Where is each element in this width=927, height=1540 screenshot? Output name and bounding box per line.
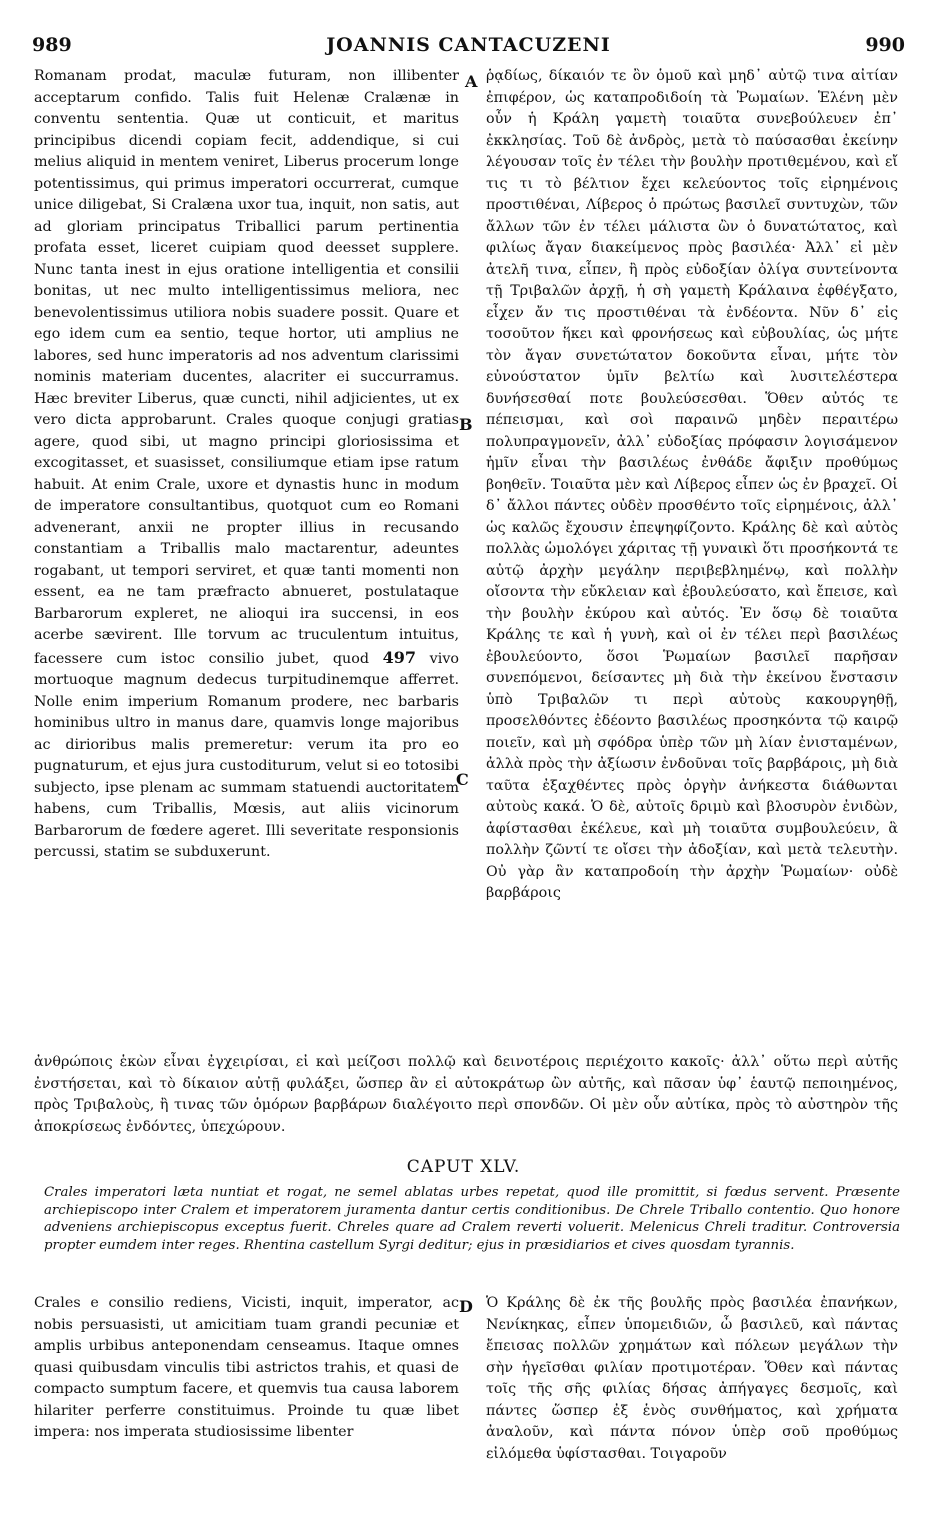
inline-page-number: 497 bbox=[382, 647, 417, 667]
greek-column-bottom bbox=[486, 1293, 898, 1523]
latin-column-top bbox=[34, 66, 459, 1060]
chapter-summary: Crales imperatori læta nuntiat et rogat, ne semel ablatas urbes repetat, quod ille promittit, si fœdus servent. Præsente archiepiscopo inter Cralem et imperatorem juramenta dantur certis conditionibus. De Chrele Triballo contentio. Quo honore adveniens archiepiscopus exceptus fuerit. Chreles quare ad Cralem reverti voluerit. Melenicus Chreli traditur. Controversia propter eumdem inter reges. Rhentina castellum Syrgi deditur; ejus in præsidiarios et cives quosdam tyrannis. bbox=[44, 1185, 900, 1253]
margin-letter-a: A bbox=[465, 72, 478, 91]
margin-letter-d: D bbox=[459, 1297, 473, 1316]
running-title: JOANNIS CANTACUZENI bbox=[326, 34, 611, 56]
latin-text-top-b: vivo mortuoque magnum dedecus turpitudinemque afferret. Nolle enim imperium Romanum prodere, nec barbaris hominibus ultro in manus dare, quamvis longe majoribus ac dirioribus malis premeretur: verum ita pro eo pugnaturum, et ejus jura custoditurum, velut si eo totosibi subjecto, ipse plenam ac summam statuendi auctoritatem habens, cum Triballis, Mœsis, aut aliis vicinorum Barbarorum de fœdere ageret. Illi severitate responsionis percussi, statim se subduxerunt. bbox=[34, 650, 460, 860]
chapter-heading: CAPUT XLV. bbox=[406, 1157, 521, 1177]
latin-paragraph-top bbox=[34, 66, 459, 864]
page-number-left: 989 bbox=[32, 34, 72, 56]
greek-paragraph-bottom: Ὁ Κράλης δὲ ἐκ τῆς βουλῆς πρὸς βασιλέα ἐπανήκων, Νενίκηκας, εἶπεν ὑπομειδιῶν, ὦ βασιλεῦ, καὶ πάντας ἔπεισας πολλῶν χρημάτων καὶ πόλεων μεγάλων τὴν σὴν ἡγεῖσθαι φιλίαν προτιμοτέραν. Ὅθεν καὶ πάντας τοῖς τῆς σῆς φιλίας δήσας ἀπήγαγες δεσμοῖς, καὶ πάντες ὥσπερ ἐξ ἑνὸς συνθήματος, καὶ χρήματα ἀναλοῦν, καὶ πάντα πόνον ὑπὲρ σοῦ προθύμως εἰλόμεθα ὑφίστασθαι. Τοιγαροῦν bbox=[486, 1295, 898, 1462]
running-header bbox=[32, 34, 905, 64]
page-number-right: 990 bbox=[865, 34, 905, 56]
margin-letter-b: B bbox=[459, 415, 473, 434]
margin-letter-c: C bbox=[456, 770, 469, 789]
greek-column-top bbox=[486, 66, 898, 1036]
greek-paragraph-top: ῥᾳδίως, δίκαιόν τε ὂν ὁμοῦ καὶ μηδ᾽ αὐτῷ τινα αἰτίαν ἐπιφέρον, ὡς καταπροδιδοίη τὰ Ῥωμαίων. Ἑλένη μὲν οὖν ἡ Κράλη γαμετὴ τοιαῦτα συνεβούλευεν ἐπ᾽ ἐκκλησίας. Τοῦ δὲ ἀνδρὸς, μετὰ τὸ παύσασθαι ἐκείνην λέγουσαν τοῖς ἐν τέλει τὴν βουλὴν προτιθεμένου, καὶ εἴ τις τι τὸ βέλτιον ἔχει κελεύοντος τοῖς εἰρημένοις προστιθέναι, Λίβερος ὁ πρώτως βασιλεῖ συντυχὼν, τῶν ἄλλων τῶν ἐν τέλει μάλιστα ὢν ὁ δυνατώτατος, καὶ φιλίως ἄγαν διακείμενος πρὸς βασιλέα· Ἀλλ᾽ εἰ μὲν ἀτελῆ τινα, εἶπεν, ἢ πρὸς εὐδοξίαν ὀλίγα συντείνοντα τῇ Τριβαλῶν ἀρχῇ, ἡ σὴ γαμετὴ Κράλαινα ἐφθέγξατο, εἶχεν ἄν τις προστιθέναι τὰ ἐνδέοντα. Νῦν δ᾽ εἰς τοσοῦτον ἥκει καὶ φρονήσεως καὶ εὐβουλίας, ὡς μήτε τὸν ἄγαν συνετώτατον δοκοῦντα εἶναι, μήτε τὸν εὐνούστατον ὑμῖν βελτίω καὶ λυσιτελέστερα δυνήσεσθαί ποτε βουλεύσεσθαι. Ὅθεν αὐτός τε πέπεισμαι, καὶ σοὶ παραινῶ μηδὲν περαιτέρω πολυπραγμονεῖν, ἀλλ᾽ εὐδοξίας πρόφασιν λογισάμενον ἡμῖν εἶναι τὴν βασιλέως ἐνθάδε ἄφιξιν προθύμως βοηθεῖν. Τοιαῦτα μὲν καὶ Λίβερος εἶπεν ὡς ἐν βραχεῖ. Οἱ δ᾽ ἄλλοι πάντες οὐδὲν προσθέντο τοῖς εἰρημένοις, ἀλλ᾽ ὡς καλῶς ἔχουσιν ἐπεψηφίζοντο. Κράλης δὲ καὶ αὐτὸς πολλὰς ὡμολόγει χάριτας τῇ γυναικὶ ὅτι προσήκοντά τε αὐτῷ ἀρχὴν μεγάλην περιβεβλημένῳ, καὶ πολλὴν οἴσοντα τὴν εὔκλειαν καὶ ἐβουλεύσατο, καὶ ἔπεισε, καὶ τὴν βουλὴν ἐκύρου καὶ αὐτός. Ἐν ὅσῳ δὲ τοιαῦτα Κράλης τε καὶ ἡ γυνὴ, καὶ οἱ ἐν τέλει περὶ βασιλέως ἐβουλεύοντο, ὅσοι Ῥωμαίων βασιλεῖ παρῆσαν συνεπόμενοι, δείσαντες μὴ διὰ τὴν ἐκείνου ἔνστασιν ὑπὸ Τριβαλῶν τι περὶ αὐτοὺς κακουργηθῇ, προσελθόντες ἐδέοντο βασιλέως προσηκόντα τῷ καιρῷ ποιεῖν, καὶ μὴ σφόδρα ὑπὲρ τῶν μὴ λίαν ἐνισταμένων, ἀλλὰ πρὸς τὴν ἀξίωσιν ἐνδοῦναι τοῖς βαρβάροις, μὴ διὰ ταῦτα ἐξαχθέντες πρὸς ὀργὴν ἀνήκεστα διάθωνται αὐτοὺς κακά. Ὁ δὲ, αὐτοῖς δριμὺ καὶ βλοσυρὸν ἐνιδὼν, ἀφίστασθαι ἐκέλευε, καὶ μὴ τοιαῦτα συμβουλεύειν, ἃ πολλὴν ζῶντί τε οἴσει τὴν ἀδοξίαν, καὶ μετὰ τελευτὴν. Οὐ γὰρ ἂν καταπροδοίη τὴν ἀρχὴν Ῥωμαίων· οὐδὲ βαρβάροις bbox=[486, 68, 898, 901]
latin-column-bottom bbox=[34, 1293, 459, 1523]
greek-full-width-paragraph: ἀνθρώποις ἑκὼν εἶναι ἐγχειρίσαι, εἰ καὶ μείζοσι πολλῷ καὶ δεινοτέροις περιέχοιτο κακοῖς· ἀλλ᾽ οὕτω περὶ αὐτῆς ἐνστήσεται, καὶ τὸ δίκαιον αὐτῇ φυλάξει, ὥσπερ ἂν εἰ αὐτοκράτωρ ὢν αὐτῆς, καὶ πᾶσαν ὑφ᾽ ἑαυτῷ πεποιημένος, πρὸς Τριβαλοὺς, ἢ τινας τῶν ὁμόρων βαρβάρων διαλέγοιτο περὶ σπονδῶν. Οἱ μὲν οὖν αὐτίκα, πρὸς τὸ αὐστηρὸν τῆς ἀποκρίσεως ἐνδόντες, ὑπεχώρουν. bbox=[34, 1054, 898, 1135]
latin-paragraph-bottom: Crales e consilio rediens, Vicisti, inquit, imperator, ac nobis persuasisti, ut amicitiam tuam grandi pecuniæ et amplis urbibus anteponendam censeamus. Itaque omnes quasi quibusdam vinculis tibi astrictos trahis, et quasi de compacto sumptum facere, et quemvis tua causa laborem hilariter perferre constituimus. Proinde tu quæ libet impera: nos imperata studiosissime libenter bbox=[34, 1295, 459, 1440]
latin-text-top-a: Romanam prodat, maculæ futuram, non illibenter acceptarum confido. Talis fuit Helenæ Cralænæ in conventu sententia. Quæ ut conticuit, et maritus principibus dicendi copiam fecit, addendique, si cui melius aliquid in mentem veniret, Liberus procerum longe potentissimus, qui primus imperatori occurrerat, cumque unice diligebat, Si Cralæna uxor tua, inquit, non satis, aut ad gloriam principatus Triballici parum pertinentia profata esset, liceret cuipiam quod deesset supplere. Nunc tanta inest in ejus oratione intelligentia et consilii bonitas, ut nec multo intelligentissimus meliora, nec benevolentissimus utiliora nobis suadere possit. Quare et ego idem cum ea sentio, teque hortor, uti amplius ne labores, sed hunc imperatoris ad nos adventum clarissimi nominis materiam ducentes, alacriter ei succurramus. Hæc breviter Liberus, quæ cuncti, nihil adjicientes, ut ex vero dicta approbarunt. Crales quoque conjugi gratias agere, quod sibi, ut magno principi gloriosissima et excogitasset, et suasisset, consiliumque etiam ipse ratum habuit. At enim Crale, uxore et dynastis hunc in modum de imperatore consultantibus, quotquot cum eo Romani advenerant, anxii ne propter illius in recusando constantiam a Triballis malo mactarentur, adeuntes rogabant, ut tempori serviret, et quæ tanti momenti non essent, ea ne tam præfracto abnueret, postulataque Barbarorum expleret, ne alioqui ira succensi, in eos acerbe sævirent. Ille torvum ac truculentum intuitus, facessere cum istoc consilio jubet, quod bbox=[34, 68, 459, 667]
